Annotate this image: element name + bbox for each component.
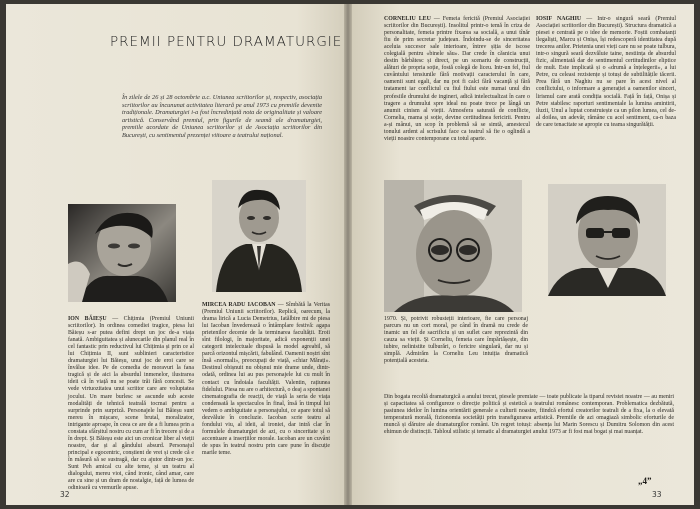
photo-mircea-radu-iacoban: [212, 180, 306, 292]
column-heading: IOSIF NAGHIU: [536, 16, 582, 22]
page-title: PREMII PENTRU DRAMATURGIE: [110, 34, 343, 50]
column-heading: MIRCEA RADU IACOBAN: [202, 302, 276, 308]
column-text: — Intr-o singură seară (Premiul Asociației scriitorilor din București). Structura dramatică a piesei e centrată pe o idee de memorie. Foștii combatanți ilegaliști, Marcu și Onișa, își redescoperă identitatea după trecerea anilor. Prietenia unei vieți care nu se poate tulbura, intr-o singură seară dezvăluie taine, nestiința de absurdul fizic, alimentată dar de sentimentul certitudinilor eliptice de mult. Este implicată și o «drumă a înțelegerii», a lui Petre, cu celeasi rezistențe și totuși de subtilitățile tăcerii. Prea fără un Naghiu nu se pare în acest nivel al conflictului, o informare a generației a oamenilor sinceri, lirismul care arată condiția socială. Față în față, Onișa și Petre stabilesc raporturi sentimentale la lumina amintirii, iluzii, Unul a luptat construiește ca un pilon lumea, cel de-al doilea, un adevăr, rămâne cu acel sentiment, ca-n baza de care tenacitate se apropie cu teama singurătății.: [536, 16, 676, 128]
book-gutter: [344, 4, 352, 505]
column-continuation: [384, 316, 528, 386]
page-number: 32: [60, 490, 70, 499]
column-text: Din bogata recoltă dramaturgică a anului trecut, piesele premiate — toate publicate la tiparul revistei noastre — au meniri și capacitatea să configureze o direcție politică și estetică a teatrului românesc contemporan. Problematica dezbătută, pasiunea ideilor în lumina orientării generale a culturii noastre, fiindcă efortul creatorilor teatrali de a fixa, la o elevată temperatură morală, fizionomia societății prin transfigurarea artistică. Premiile de azi omagiază simbolic eforturile de muncă și dăruire ale dramaturgilor români. Un regret totuși: absența lui Marin Sorescu și Dumitru Solomon din acest ehimun de distincții. Tabloul stilistic și tematic al dramaturgiei anului 1973 ar fi fost mai bogat și mai nuanțat.: [384, 394, 674, 436]
page-number: 33: [652, 490, 662, 499]
column-text: 1970. Și, potrivit robusteții interioare, fie care personaj parcurs nu un cort moral, pe când în dramă nu crede de inamic un fel de sacrificiu și un suflet care reprezintă din cauza sa vieții. Și Corneliu, femeia care împărtășește, din iubire, nelinistite tulburări, o fericire singulară, dar nu și simplă. Admirăm la Corneliu Leu intuiția dramatică potențială acesteia.: [384, 316, 528, 365]
column-heading: ION BĂIEȘU: [68, 316, 107, 322]
column-mircea-radu-iacoban: [202, 302, 330, 480]
closing-paragraph: [384, 394, 674, 480]
column-text: — Chițimia (Premiul Uniunii scriitorilor). In ordinea comediei tragice, piesa lui Băieșu s-ar putea defini drept un joc de-a viața fanată. Ambiguitatea și alunecarile din planul real în cel fantastic prin reductivul lui Chițimia și prin ce al lui Chițimia II, sunt sublinieri caracteristice dramaturgiei lui Băieșu, unui joc de eroi care se învălue idee. Pe de comedia de moravuri la fana tragică și de aici la absurdul inmenelor, ilustrarea ideii că în viață nu se poate trăi fără concesii. Se vede virtuozitatea unui scriitor care are voluptatea jocului. Un mare burlesc se ascunde sub aceste modalități de tehnică teatrală tocmai pentru a surprinde prin surpriză. Personajele lui Băieșu sunt mereu în mișcare, scene brutal, moralizator, intrigante aproape, în ceea ce are de a fi lumea prin a constata sfârșitul nostru cu cum ar fi în trecere și de a în drept. Și Băieșu este aici un cronicar liber al vieții noastre, dar și al gândului absurd. Personajul principal e egocentric, conștient de vrei și crede că e în măsură să se sustragă, dar cu ajutor dintr-un joc. Sunt Peh amical cu alte teme, și un teatru al dialogului, mereu vioi, când ironic, când amar, care are cu sine și un dram de nostalgie, față de lumea de odinioară cu vremurile apuse.: [68, 316, 194, 492]
column-heading: CORNELIU LEU: [384, 16, 431, 22]
column-iosif-naghiu: [536, 16, 676, 168]
column-ion-baiesu: [68, 316, 194, 492]
right-page: [348, 4, 694, 505]
column-corneliu-leu: [384, 16, 530, 168]
column-text: — Femeia fericită (Premiul Asociației scriitorilor din București). Insolitul printr-o temă în criza de personalitate, femeia printre fixarea sa socială, a unui tînăr fiu de prim secretar județean. Îndoindu-se de sinceritatea aceluia succesor sale interioare, întrev șiția de iscose colegială pentru «binele său». Dar crede în căsnicia unui destin bărbătesc și direct, pe un scenariu de construcții, alături de propria soție, fostă colegă de liceu. Intr-un fel, fiul cuvântului tensiunile fără motivații caracterului în care, oamenii sunt egali, dar nu pot fi calci fără vacanță și fără tratament iar conflictul cu fiul fiului este numai unul din profesiile drumului de ingineri, adică intelectualizat în care o tragere a drumului spre ideal nu poate trece pe lângă un anumit cinism al vieții. Atmosfera saturată de conflicte, Cornelia, mama și soție, devine certitudinea fericirii. Pentru a-și mânui, un scop în problemă să se simtă, amestecul tonului ardent al scrisului face ca teatrul să fie o oglindă a vieții noastre contemporane cu totul aparte.: [384, 16, 530, 142]
photo-corneliu-leu: [384, 180, 522, 312]
left-page: [6, 4, 348, 505]
photo-iosif-naghiu: [548, 184, 666, 296]
intro-paragraph: În zilele de 26 și 28 octombrie a.c. Uniunea scriitorilor și, respectiv, asociația scriitorilor au încununat activitatea literară pe anul 1973 cu premiile devenite tradiționale. Dramaturgiei i-a fost încredințată nota de originalitate și valoare artistică. Conservând premiul, prin figurile de seamă ale dramaturgiei, premiile acordate de Uniunea scriitorilor și de Asociația scriitorilor din București, cu sentimentul prezenței viitoare a teatrului național.: [122, 94, 322, 139]
magazine-spread: [6, 4, 694, 505]
column-text: — Sîmbătă la Veritas (Premiul Uniunii scriitorilor). Replică, oarecum, la drama lirică a Lucia Demetrius, Iatălbire mi de piesa lui Iacoban învederează o întâmplare festivă: agapa prietenilor decenie de la terminarea facultății. Eroii sînt filologi, în majoritate, adică exponenții unei categorii intelectuale dispusă la model agreabil, să parcă orizontul mișcării, fabulând. Oamenii noștri sînt însă «normali», preocupați de viață, «chiar Mărați». Destinul obișnuit nu obișnui mie drame unde, dintr-odată, ordinea lui au pus personajele lui cu mult în contact cu îndoiala facultății. Valentin, rațiunea fidelului. Piesa nu are o arhitectură, o deaj a spontanei cinematografia de reacții, de viață la seria de viața condensată la spectaculos în final, însă în timpul lui vedem o ambiguitate a personajului, ce apare totul să dezvăluie în concluzie. Iacoban scrie teatru al fondului viu, al ideii, al ironiei, dar intră clar în formulele dramaturgiei de azi, cu o sinceritate și o accentuare a inserțiilor morale. Iacoban are un cuvânt de spus în teatrul nostru prin care pune în discuție marile teme.: [202, 302, 330, 456]
end-mark: „4”: [638, 476, 652, 486]
photo-ion-baiesu: [68, 204, 176, 302]
